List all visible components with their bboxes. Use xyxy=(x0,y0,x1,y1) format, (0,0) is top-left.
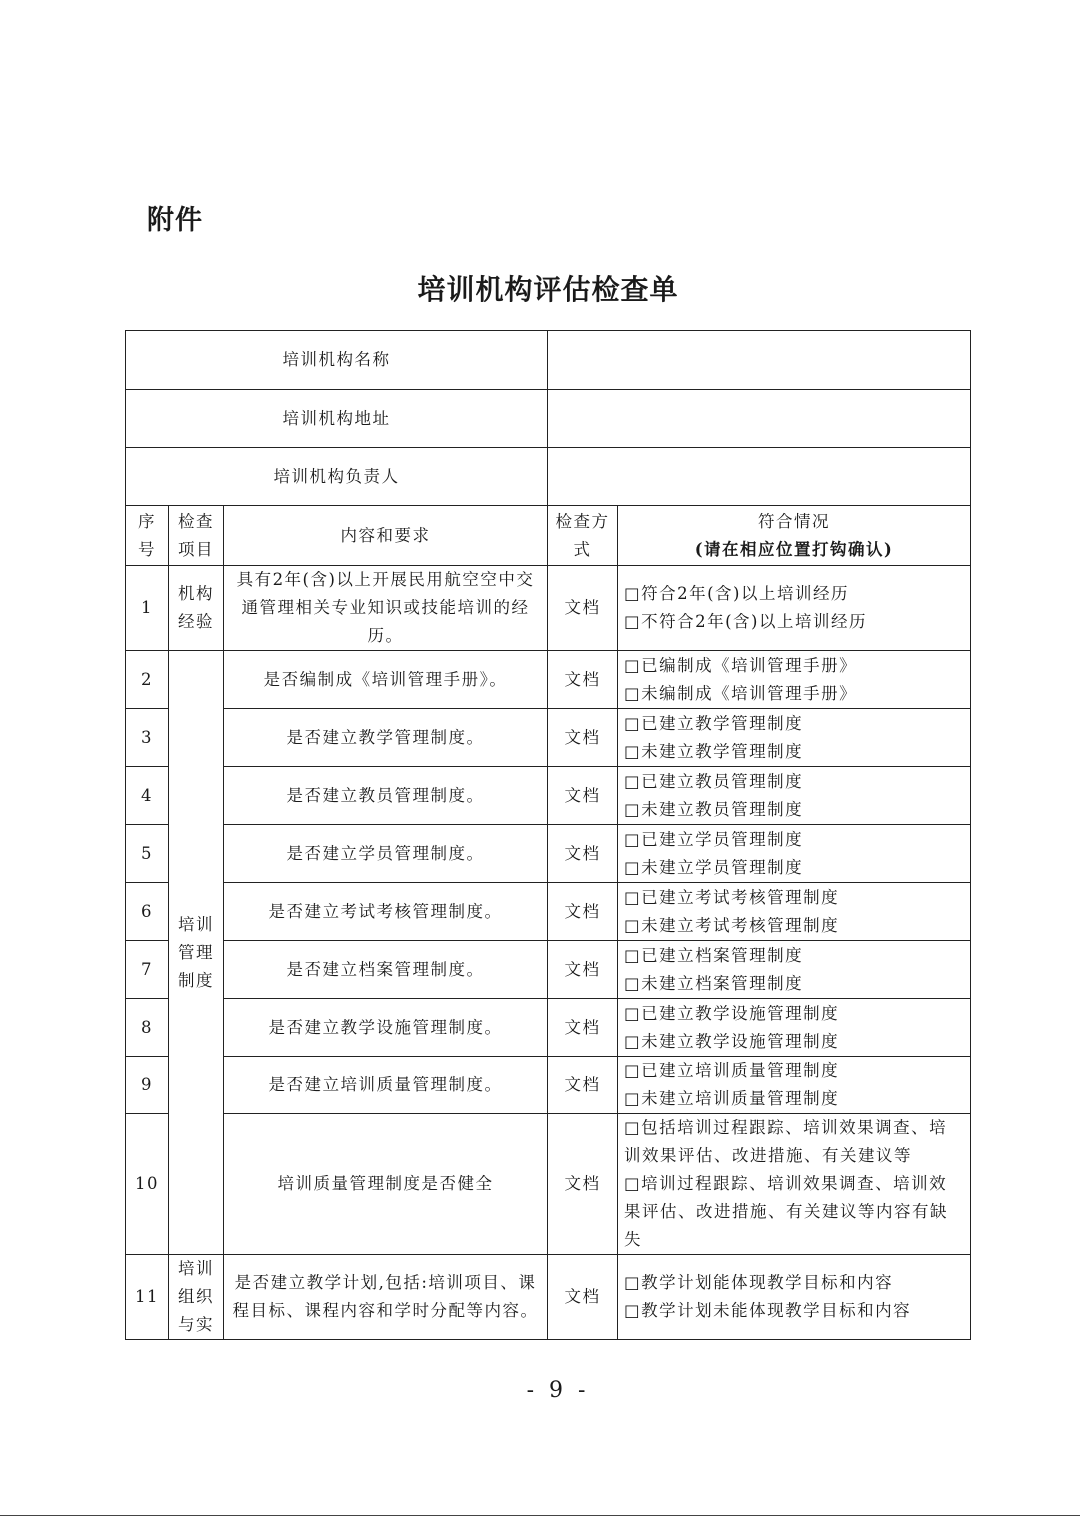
row-no: 11 xyxy=(126,1255,169,1340)
attachment-label: 附件 xyxy=(147,205,203,236)
row-content: 是否编制成《培训管理手册》。 xyxy=(224,651,548,709)
option-yes[interactable]: □已建立学员管理制度 xyxy=(624,829,804,849)
row-content: 是否建立培训质量管理制度。 xyxy=(224,1057,548,1114)
row-content: 是否建立教员管理制度。 xyxy=(224,767,548,825)
evaluation-checklist-table xyxy=(125,330,971,1340)
table-row xyxy=(126,1255,971,1340)
form-title: 培训机构评估检查单 xyxy=(417,273,679,306)
option-no[interactable]: □未建立培训质量管理制度 xyxy=(624,1089,840,1108)
row-no: 7 xyxy=(126,941,169,999)
option-yes[interactable]: □已建立教员管理制度 xyxy=(624,771,804,791)
table-row xyxy=(126,999,971,1057)
row-content: 是否建立教学计划,包括:培训项目、课程目标、课程内容和学时分配等内容。 xyxy=(224,1255,548,1340)
row-content: 是否建立教学设施管理制度。 xyxy=(224,999,548,1057)
info-value-name[interactable] xyxy=(548,331,971,390)
row-options xyxy=(618,999,971,1057)
option-no[interactable]: □未编制成《培训管理手册》 xyxy=(624,683,858,703)
option-yes[interactable]: □已建立培训质量管理制度 xyxy=(624,1061,840,1080)
table-row xyxy=(126,651,971,709)
header-compliance-label: 符合情况 xyxy=(758,511,831,531)
category-organization: 培训组织与实 xyxy=(169,1255,224,1340)
option-yes[interactable]: □教学计划能体现教学目标和内容 xyxy=(624,1273,894,1292)
row-method: 文档 xyxy=(548,883,618,941)
header-item: 检查项目 xyxy=(169,506,224,566)
header-no: 序号 xyxy=(126,506,169,566)
row-no: 10 xyxy=(126,1114,169,1255)
row-content: 是否建立教学管理制度。 xyxy=(224,709,548,767)
row-method: 文档 xyxy=(548,941,618,999)
info-value-leader[interactable] xyxy=(548,448,971,506)
info-row xyxy=(126,448,971,506)
row-method: 文档 xyxy=(548,999,618,1057)
row-no: 4 xyxy=(126,767,169,825)
info-label-name: 培训机构名称 xyxy=(126,331,548,390)
option-yes[interactable]: □已建立教学管理制度 xyxy=(624,713,804,733)
option-yes[interactable]: □符合2年(含)以上培训经历 xyxy=(624,584,849,603)
row-content: 培训质量管理制度是否健全 xyxy=(224,1114,548,1255)
header-row xyxy=(126,506,971,566)
row-options xyxy=(618,1114,971,1255)
row-method: 文档 xyxy=(548,1057,618,1114)
row-method: 文档 xyxy=(548,709,618,767)
option-no[interactable]: □未建立教员管理制度 xyxy=(624,799,804,819)
row-no: 2 xyxy=(126,651,169,709)
option-yes[interactable]: □已建立教学设施管理制度 xyxy=(624,1003,840,1023)
table-row xyxy=(126,883,971,941)
table-row xyxy=(126,566,971,651)
table-row xyxy=(126,1057,971,1114)
header-method: 检查方式 xyxy=(548,506,618,566)
option-no[interactable]: □不符合2年(含)以上培训经历 xyxy=(624,612,867,631)
row-no: 8 xyxy=(126,999,169,1057)
info-value-address[interactable] xyxy=(548,390,971,448)
row-options xyxy=(618,825,971,883)
bottom-rule xyxy=(0,1515,1080,1516)
row-options xyxy=(618,651,971,709)
row-content: 是否建立学员管理制度。 xyxy=(224,825,548,883)
row-method: 文档 xyxy=(548,651,618,709)
option-no[interactable]: □未建立教学设施管理制度 xyxy=(624,1031,840,1051)
option-no[interactable]: □未建立学员管理制度 xyxy=(624,857,804,877)
row-no: 6 xyxy=(126,883,169,941)
row-options xyxy=(618,1255,971,1340)
option-yes[interactable]: □已建立考试考核管理制度 xyxy=(624,887,840,907)
row-method: 文档 xyxy=(548,825,618,883)
row-content: 是否建立考试考核管理制度。 xyxy=(224,883,548,941)
option-yes[interactable]: □已建立档案管理制度 xyxy=(624,945,804,965)
table-row xyxy=(126,767,971,825)
row-content: 具有2年(含)以上开展民用航空空中交通管理相关专业知识或技能培训的经历。 xyxy=(224,566,548,651)
info-label-address: 培训机构地址 xyxy=(126,390,548,448)
table-row xyxy=(126,1114,971,1255)
row-method: 文档 xyxy=(548,566,618,651)
table-row xyxy=(126,825,971,883)
category-experience: 机构经验 xyxy=(169,566,224,651)
row-method: 文档 xyxy=(548,1114,618,1255)
row-options xyxy=(618,566,971,651)
option-yes[interactable]: □已编制成《培训管理手册》 xyxy=(624,655,858,675)
category-system: 培训管理制度 xyxy=(169,651,224,1255)
header-compliance-note: (请在相应位置打钩确认) xyxy=(694,539,894,559)
table-row xyxy=(126,709,971,767)
info-row xyxy=(126,331,971,390)
page-number: - 9 - xyxy=(526,1378,590,1403)
option-no[interactable]: □未建立考试考核管理制度 xyxy=(624,915,840,935)
option-no[interactable]: □教学计划未能体现教学目标和内容 xyxy=(624,1301,912,1320)
option-no[interactable]: □未建立教学管理制度 xyxy=(624,741,804,761)
row-no: 3 xyxy=(126,709,169,767)
row-options xyxy=(618,941,971,999)
row-no: 5 xyxy=(126,825,169,883)
row-options xyxy=(618,709,971,767)
table-row xyxy=(126,941,971,999)
row-content: 是否建立档案管理制度。 xyxy=(224,941,548,999)
option-yes[interactable]: □包括培训过程跟踪、培训效果调查、培训效果评估、改进措施、有关建议等 xyxy=(624,1118,948,1165)
header-content: 内容和要求 xyxy=(224,506,548,566)
header-compliance xyxy=(618,506,971,566)
row-options xyxy=(618,883,971,941)
row-no: 9 xyxy=(126,1057,169,1114)
row-options xyxy=(618,1057,971,1114)
option-no[interactable]: □未建立档案管理制度 xyxy=(624,973,804,993)
option-no[interactable]: □培训过程跟踪、培训效果调查、培训效果评估、改进措施、有关建议等内容有缺失 xyxy=(624,1174,949,1249)
row-no: 1 xyxy=(126,566,169,651)
info-label-leader: 培训机构负责人 xyxy=(126,448,548,506)
row-method: 文档 xyxy=(548,767,618,825)
row-options xyxy=(618,767,971,825)
row-method: 文档 xyxy=(548,1255,618,1340)
info-row xyxy=(126,390,971,448)
